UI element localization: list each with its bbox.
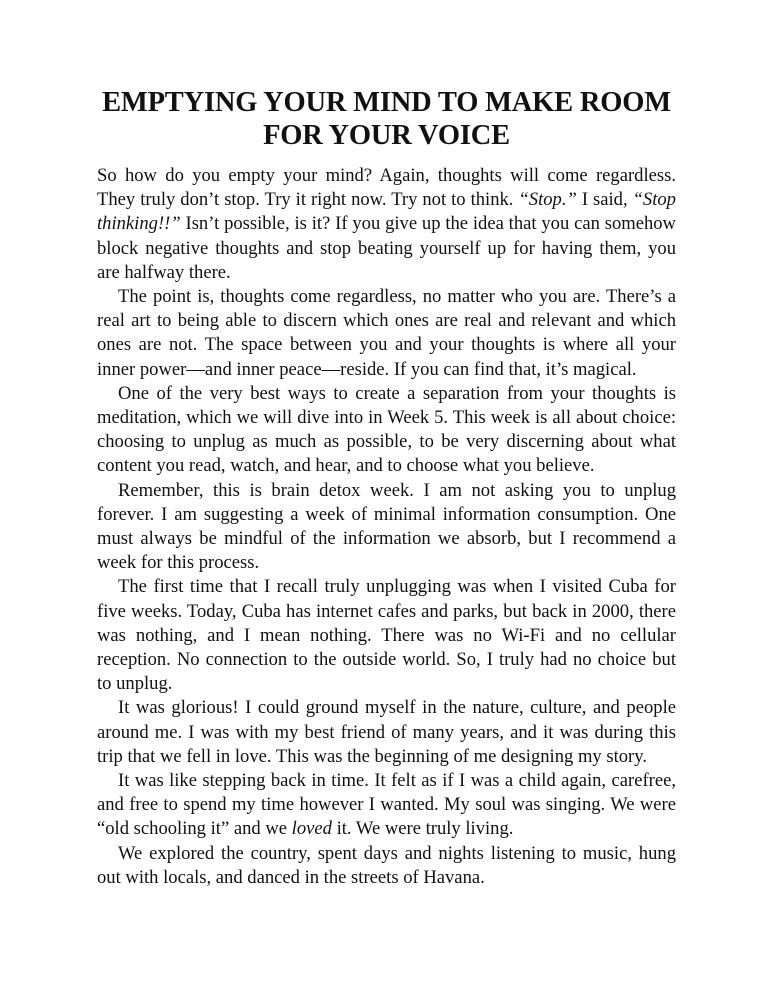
paragraph — [97, 479, 676, 576]
paragraph-text: The first time that I recall truly unplugging was when I visited Cuba for five weeks. Today, Cuba has internet cafes and parks, but back in 2000, there was nothing, and I mean nothing. There was no Wi-Fi and no cellular reception. No connection to the outside world. So, I truly had no choice but to unplug. — [97, 576, 676, 695]
paragraph-text: Remember, this is brain detox week. I am not asking you to unplug forever. I am suggesting a week of minimal information consumption. One must always be mindful of the information we absorb, but I recommend a week for this process. — [97, 479, 676, 574]
page-title — [97, 86, 676, 152]
paragraph — [97, 842, 676, 890]
title-line: EMPTYING YOUR MIND TO MAKE ROOM — [102, 87, 671, 118]
paragraph-text: One of the very best ways to create a separation from your thoughts is meditation, which we will dive into in Week 5. This week is all about choice: choosing to unplug as much as possible, to be very discerning about what content you read, watch, and hear, and to choose what you believe. — [97, 382, 676, 477]
paragraph-text: I said, — [576, 189, 633, 211]
paragraph-text: The point is, thoughts come regardless, no matter who you are. There’s a real art to being able to discern which ones are real and relevant and which ones are not. The space between you and your thoughts is where all your inner power—and inner peace—reside. If you can find that, it’s magical. — [97, 286, 676, 380]
paragraph-text: It was glorious! I could ground myself in the nature, culture, and people around me. I was with my best friend of many years, and it was during this trip that we fell in love. This was the beginning of me designing my story. — [97, 697, 676, 767]
body-text — [97, 164, 676, 890]
paragraph-text: Isn’t possible, is it? If you give up the idea that you can somehow block negative thoughts and stop beating yourself up for having them, you are halfway there. — [97, 213, 676, 283]
paragraph — [97, 769, 676, 842]
paragraph — [97, 164, 676, 285]
paragraph — [97, 575, 676, 696]
italic-text: “Stop thinking!!” — [97, 189, 676, 235]
paragraph-text: So how do you empty your mind? Again, thoughts will come regardless. They truly don’t stop. Try it right now. Try not to think. — [97, 165, 676, 211]
paragraph — [97, 285, 676, 382]
paragraph — [97, 382, 676, 479]
paragraph-text: it. We were truly living. — [331, 818, 514, 840]
paragraph-text: It was like stepping back in time. It felt as if I was a child again, carefree, and free to spend my time however I wanted. My soul was singing. We were “old schooling it” and we — [97, 770, 676, 840]
paragraph-text: We explored the country, spent days and nights listening to music, hung out with locals, and danced in the streets of Havana. — [97, 842, 676, 888]
title-line: FOR YOUR VOICE — [263, 120, 510, 151]
paragraph — [97, 696, 676, 769]
italic-text: loved — [291, 818, 332, 840]
italic-text: “Stop.” — [518, 189, 577, 211]
